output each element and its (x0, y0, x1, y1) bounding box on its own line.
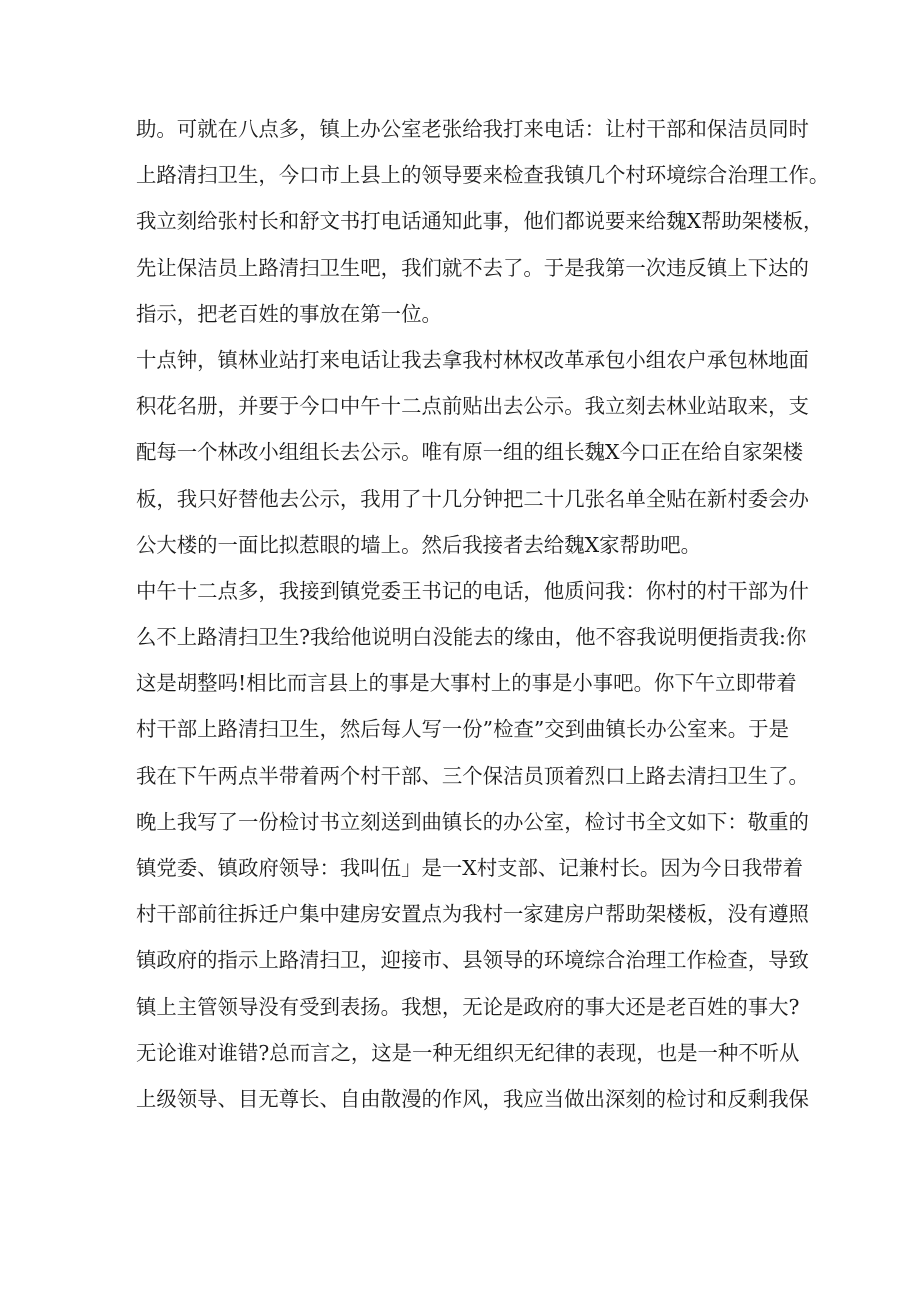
text-line: 这是胡整吗!相比而言县上的事是大事村上的事是小事吧。你下午立即带着 (136, 671, 797, 696)
text-line: 配每一个林改小组组长去公示。唯有原一组的组长魏X今口正在给自家架楼 (136, 440, 804, 465)
text-line: 晚上我写了一份检讨书立刻送到曲镇长的办公室，检讨书全文如下：敬重的 (136, 809, 809, 834)
text-line: 我在下午两点半带着两个村干部、三个保洁员顶着烈口上路去清扫卫生了。 (136, 763, 809, 788)
text-line: 镇上主管领导没有受到表扬。我想，无论是政府的事大还是老百姓的事大? (136, 994, 800, 1019)
text-line: 先让保洁员上路清扫卫生吧，我们就不去了。于是我第一次违反镇上下达的 (136, 255, 809, 280)
text-line: 无论谁对谁错?总而言之，这是一种无组织无纪律的表现，也是一种不听从 (136, 1040, 800, 1065)
text-line: 村干部上路清扫卫生，然后每人写一份”检查”交到曲镇长办公室来。于是 (136, 717, 789, 742)
text-line: 十点钟，镇林业站打来电话让我去拿我村林权改革承包小组农户承包林地面 (136, 347, 809, 372)
text-line: 上级领导、目无尊长、自由散漫的作风，我应当做出深刻的检讨和反剩我保 (136, 1086, 809, 1111)
text-line: 指示，把老百姓的事放在第一位。 (136, 301, 442, 326)
text-line: 村干部前往拆迁户集中建房安置点为我村一家建房户帮助架楼板，没有遵照 (136, 902, 809, 927)
text-line: 镇党委、镇政府领导：我叫伍」是一X村支部、记兼村长。因为今日我带着 (136, 856, 804, 880)
text-line: 上路清扫卫生，今口市上县上的领导要来检查我镇几个村环境综合治理工作。 (136, 163, 830, 188)
text-line: 公大楼的一面比拟惹眼的墙上。然后我接者去给魏X家帮助吧。 (136, 532, 702, 557)
document-body (136, 106, 830, 1122)
text-line: 板，我只好替他去公示，我用了十几分钟把二十几张名单全贴在新村委会办 (136, 486, 809, 511)
text-line: 么不上路清扫卫生?我给他说明白没能去的缘由，他不容我说明便指责我:你 (136, 625, 807, 650)
text-line: 镇政府的指示上路清扫卫，迎接市、县领导的环境综合治理工作检查，导致 (136, 948, 809, 973)
text-line: 助。可就在八点多，镇上办公室老张给我打来电话：让村干部和保洁员同时 (136, 117, 809, 141)
text-line: 积花名册，并要于今口中午十二点前贴出去公示。我立刻去林业站取来，支 (136, 394, 809, 419)
text-line: 中午十二点多，我接到镇党委王书记的电话，他质问我：你村的村干部为什 (136, 578, 809, 603)
text-line: 我立刻给张村长和舒文书打电话通知此事，他们都说要来给魏X帮助架楼板， (136, 209, 824, 234)
